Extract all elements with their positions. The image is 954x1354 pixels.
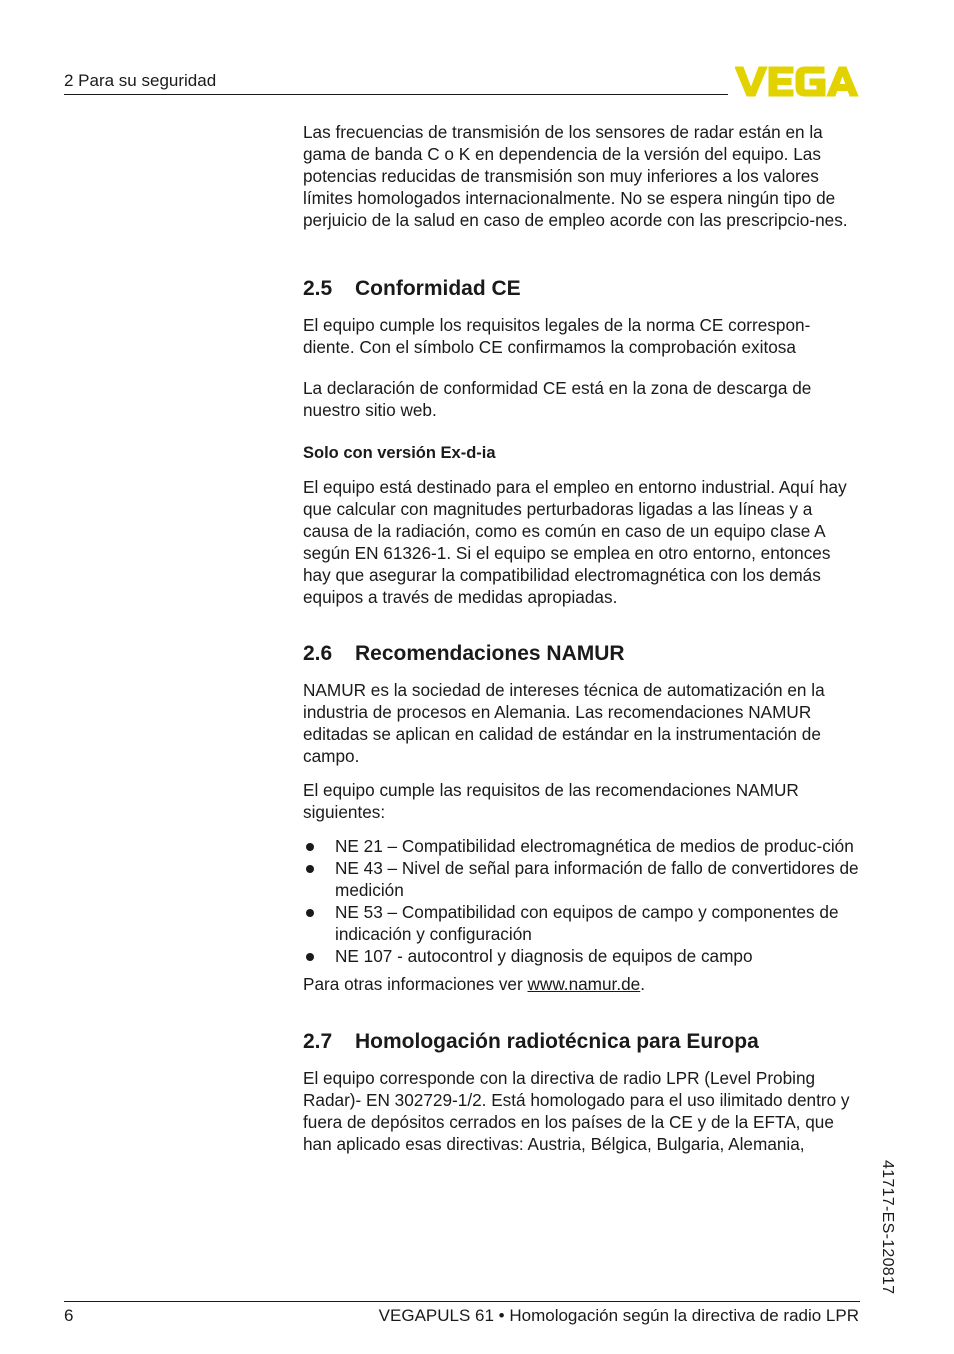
namur-list <box>303 835 861 967</box>
ce-paragraph-1: El equipo cumple los requisitos legales de la norma CE correspon-diente. Con el símbolo CE confirmamos la comprobación exitosa <box>303 315 811 357</box>
section-number: 2.5 <box>303 277 333 300</box>
footer-title: VEGAPULS 61 • Homologación según la directiva de radio LPR <box>378 1306 859 1325</box>
list-item-text: NE 53 – Compatibilidad con equipos de campo y componentes de indicación y configuración <box>335 902 839 944</box>
footer-divider <box>64 1301 860 1302</box>
section-title: Conformidad CE <box>355 277 521 300</box>
page-number: 6 <box>64 1306 74 1325</box>
bullet-icon <box>306 843 314 851</box>
list-item <box>303 835 861 857</box>
ce-paragraph-2: La declaración de conformidad CE está en la zona de descarga de nuestro sitio web. <box>303 378 812 420</box>
namur-paragraph-1: NAMUR es la sociedad de intereses técnica de automatización en la industria de procesos en Alemania. Las recomendaciones NAMUR editadas se aplican en calidad de estándar en la instrumentación de campo. <box>303 680 825 766</box>
section-title: Recomendaciones NAMUR <box>355 642 625 665</box>
bullet-icon <box>306 909 314 917</box>
bullet-icon <box>306 953 314 961</box>
section-heading-2-7 <box>303 1029 861 1055</box>
radio-paragraph-1: El equipo corresponde con la directiva de radio LPR (Level Probing Radar)- EN 302729-1/2. Está homologado para el uso ilimitado dentro y fuera de depósitos cerrados en los países de la CE y de la EFTA, que han aplicado esas directivas: Austria, Bélgica, Bulgaria, Alemania, <box>303 1068 850 1154</box>
list-item-text: NE 43 – Nivel de señal para información de fallo de convertidores de medición <box>335 858 859 900</box>
header-divider <box>64 94 728 95</box>
section-title: Homologación radiotécnica para Europa <box>355 1030 759 1053</box>
list-item <box>303 945 861 967</box>
intro-paragraph: Las frecuencias de transmisión de los sensores de radar están en la gama de banda C o K en dependencia de la versión del equipo. Las potencias reducidas de transmisión son muy inferiores a los valores límites homologados internacionalmente. No se espera ningún tipo de perjuicio de la salud en caso de empleo acorde con las prescripcio-nes. <box>303 122 848 230</box>
section-heading-2-5 <box>303 276 861 302</box>
more-info-text: Para otras informaciones ver <box>303 974 528 994</box>
list-item <box>303 901 861 945</box>
subheading-ex-d-ia: Solo con versión Ex-d-ia <box>303 444 496 462</box>
bullet-icon <box>306 865 314 873</box>
section-number: 2.6 <box>303 642 333 665</box>
document-code: 41717-ES-120817 <box>879 1160 896 1295</box>
list-item <box>303 857 861 901</box>
more-info-suffix: . <box>640 974 646 994</box>
main-content <box>303 121 861 1155</box>
list-item-text: NE 21 – Compatibilidad electromagnética de medios de produc-ción <box>335 836 854 856</box>
section-heading-2-6 <box>303 641 861 667</box>
namur-link[interactable]: www.namur.de <box>527 974 641 994</box>
namur-paragraph-2: El equipo cumple las requisitos de las recomendaciones NAMUR siguientes: <box>303 780 799 822</box>
vega-logo-graphic <box>735 66 859 97</box>
namur-more-info <box>303 973 861 995</box>
running-header: 2 Para su seguridad <box>64 71 217 90</box>
section-number: 2.7 <box>303 1030 333 1053</box>
list-item-text: NE 107 - autocontrol y diagnosis de equipos de campo <box>335 946 753 966</box>
vega-logo <box>735 66 859 97</box>
ce-paragraph-3: El equipo está destinado para el empleo en entorno industrial. Aquí hay que calcular con magnitudes perturbadoras ligadas a las líneas y a causa de la radiación, como es común en caso de un equipo clase A según EN 61326-1. Si el equipo se emplea en otro entorno, entonces hay que asegurar la compatibilidad electromagnética con los demás equipos a través de medidas apropiadas. <box>303 477 847 607</box>
